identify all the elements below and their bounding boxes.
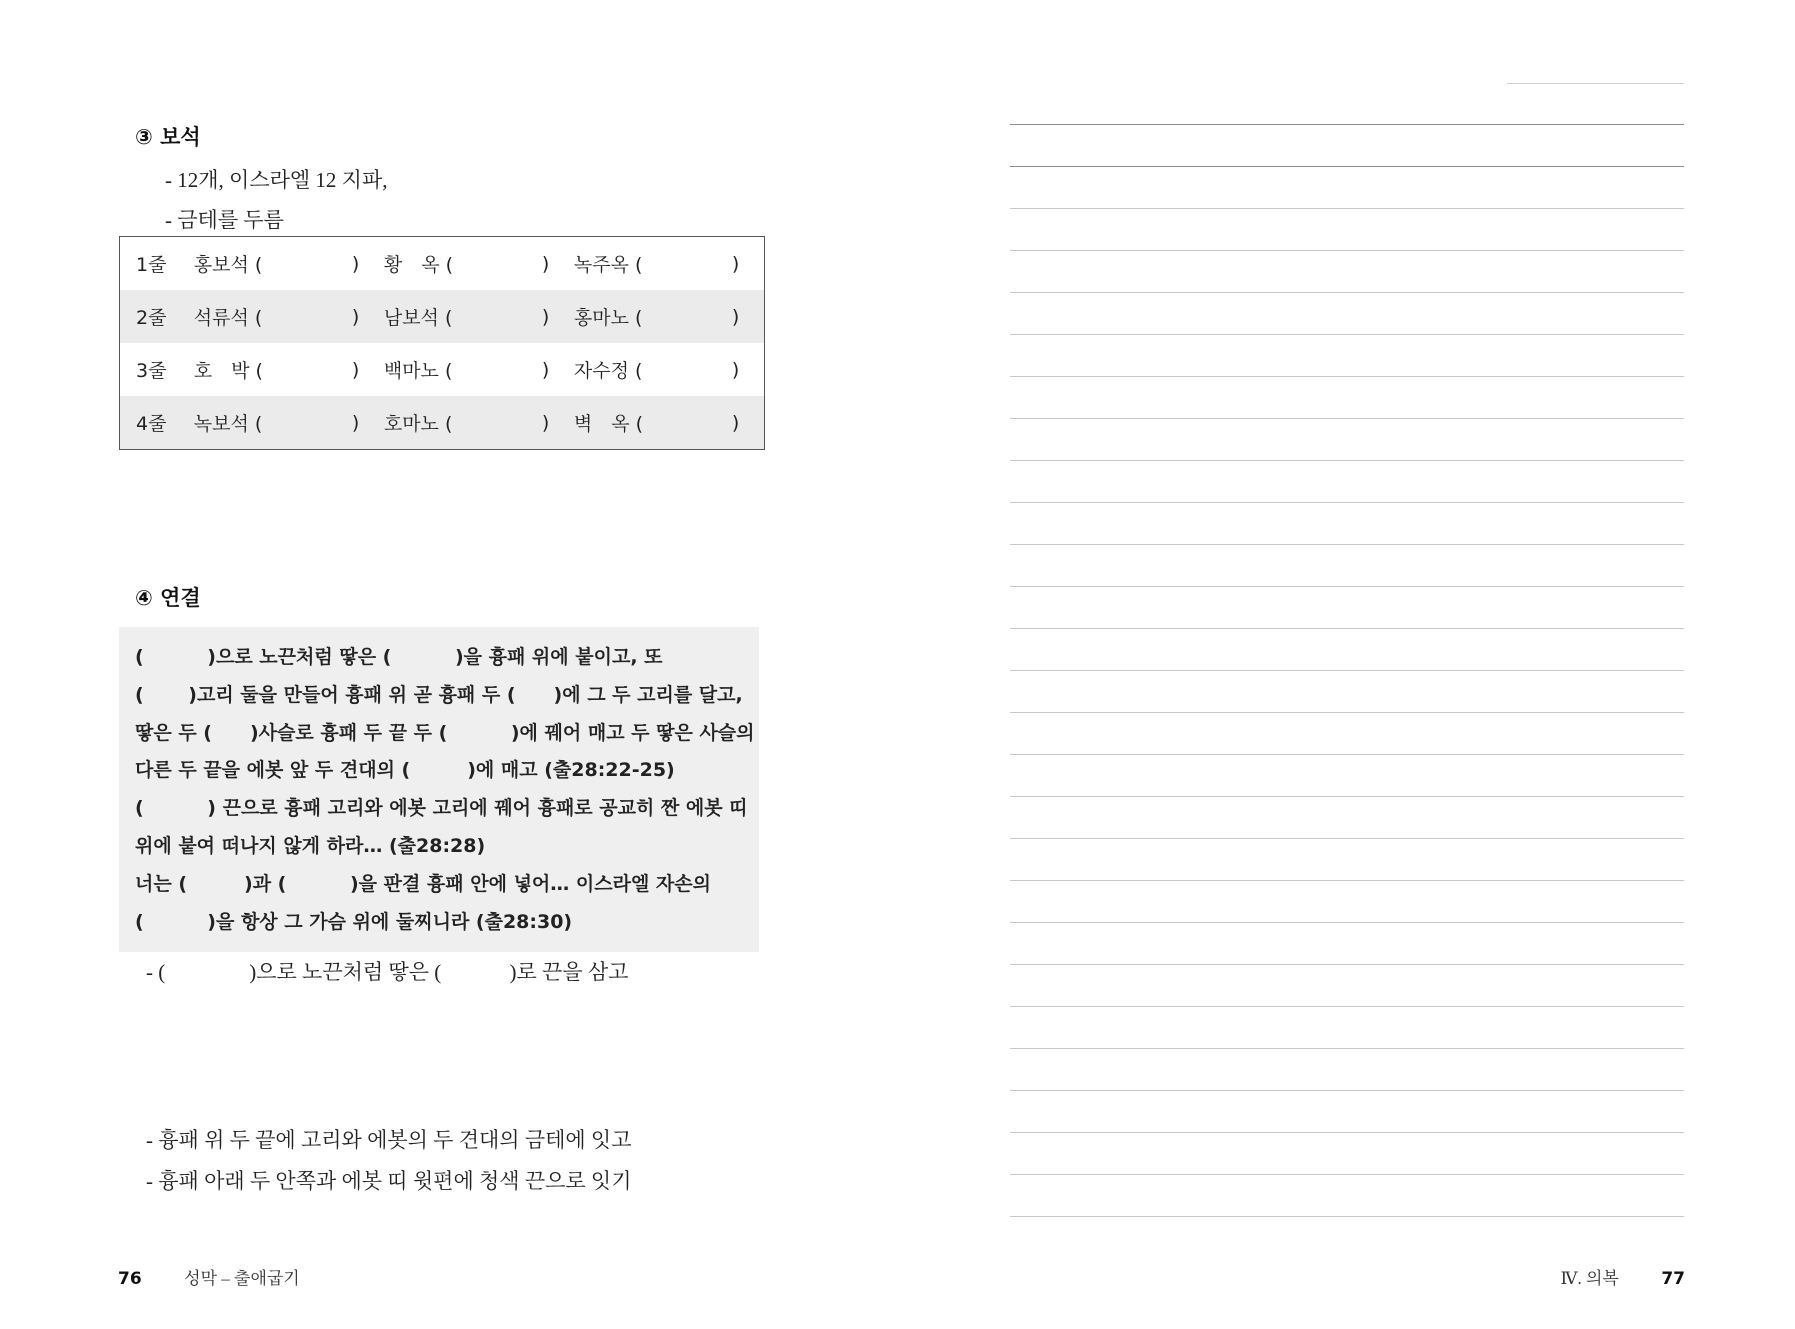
table-row [120,290,765,343]
book-title: 성막 – 출애굽기 [184,1269,300,1288]
quote-line: 다른 두 끝을 에봇 앞 두 견대의 ( )에 매고 (출28:22-25) [135,759,675,782]
section4-bullet-2: - 흉패 위 두 끝에 고리와 에봇의 두 견대의 금테에 잇고 [146,1128,632,1152]
close-paren: ) [541,358,550,381]
gem-name: 자수정 ( [573,360,643,382]
row-label: 4줄 [136,413,167,435]
note-rule [1010,1216,1684,1217]
close-paren: ) [731,305,740,328]
note-rule [1010,292,1684,293]
gem-name: 홍마노 ( [573,307,643,329]
gem-name: 호마노 ( [383,413,453,435]
note-rule [1010,376,1684,377]
page-number: 77 [1661,1269,1685,1289]
gem-name: 백마노 ( [383,360,453,382]
note-rule [1010,544,1684,545]
quote-line: ( )을 항상 그 가슴 위에 둘찌니라 (출28:30) [135,910,573,933]
note-rule [1010,502,1684,503]
note-rule [1010,334,1684,335]
note-rule [1010,250,1684,251]
note-rule [1010,1006,1684,1007]
table-row [120,396,765,450]
note-rule [1010,460,1684,461]
close-paren: ) [351,252,360,275]
close-paren: ) [731,252,740,275]
note-rule [1010,586,1684,587]
note-rule [1010,208,1684,209]
quote-line: ( ) 끈으로 흉패 고리와 에봇 고리에 꿰어 흉패로 공교히 짠 에봇 띠 [135,797,748,820]
note-rule [1010,670,1684,671]
quote-line: 땋은 두 ( )사슬로 흉패 두 끝 두 ( )에 꿰어 매고 두 땋은 사슬의 [135,721,755,744]
note-rule [1010,166,1684,167]
note-rule [1010,1132,1684,1133]
gem-name: 녹주옥 ( [573,254,643,276]
close-paren: ) [541,252,550,275]
note-rule-short [1507,83,1684,84]
note-rule [1010,1048,1684,1049]
close-paren: ) [351,358,360,381]
close-paren: ) [351,305,360,328]
left-footer [118,1264,300,1289]
section3-heading: ③ 보석 [135,125,201,149]
quote-line: ( )고리 둘을 만들어 흉패 위 곧 흉패 두 ( )에 그 두 고리를 달고, [135,683,743,706]
quote-line: 너는 ( )과 ( )을 판결 흉패 안에 넣어… 이스라엘 자손의 [135,872,711,895]
gem-name: 홍보석 ( [193,254,263,276]
gem-name: 벽 옥 ( [573,413,644,435]
section3-bullet-1: - 12개, 이스라엘 12 지파, [165,168,388,192]
table-row [120,237,765,291]
gem-name: 호 박 ( [193,360,263,382]
note-rule [1010,124,1684,125]
gem-name: 석류석 ( [193,307,263,329]
note-rule [1010,628,1684,629]
close-paren: ) [351,411,360,434]
row-label: 3줄 [136,360,167,382]
note-rule [1010,754,1684,755]
close-paren: ) [731,411,740,434]
note-rule [1010,1090,1684,1091]
note-rule [1010,418,1684,419]
row-label: 2줄 [136,307,167,329]
note-rule [1010,838,1684,839]
gem-name: 남보석 ( [383,307,453,329]
note-rule [1010,796,1684,797]
close-paren: ) [731,358,740,381]
close-paren: ) [541,305,550,328]
note-rule [1010,880,1684,881]
note-rule [1010,964,1684,965]
page-number: 76 [118,1269,142,1289]
quote-line: 위에 붙여 떠나지 않게 하라… (출28:28) [135,834,486,857]
quote-line: ( )으로 노끈처럼 땋은 ( )을 흉패 위에 붙이고, 또 [135,646,663,668]
chapter-title: Ⅳ. 의복 [1560,1269,1619,1288]
gem-name: 황 옥 ( [383,254,454,276]
table-row [120,343,765,396]
note-rule [1010,922,1684,923]
scripture-quote-box [119,627,759,952]
gem-name: 녹보석 ( [193,413,263,435]
right-footer [1561,1264,1686,1289]
close-paren: ) [541,411,550,434]
note-rule [1010,1174,1684,1175]
section4-heading: ④ 연결 [135,586,201,610]
gem-table [119,236,765,450]
section4-bullet-3: - 흉패 아래 두 안쪽과 에봇 띠 윗편에 청색 끈으로 잇기 [146,1169,632,1193]
note-rule [1010,712,1684,713]
row-label: 1줄 [136,254,167,276]
section4-bullet-1: - ( )으로 노끈처럼 땋은 ( )로 끈을 삼고 [146,960,629,984]
section3-bullet-2: - 금테를 두름 [165,208,284,232]
